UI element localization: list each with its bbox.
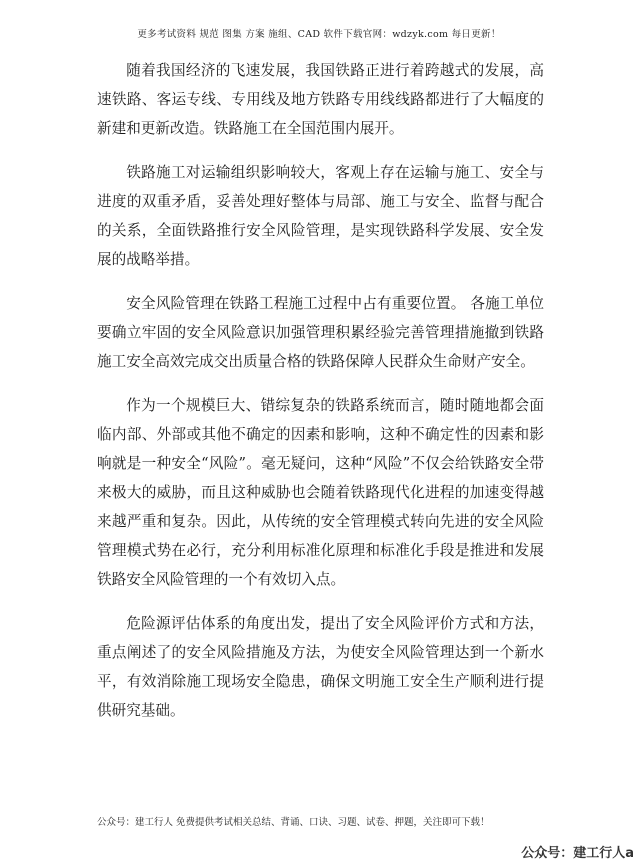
paragraph-5: 危险源评估体系的角度出发，提出了安全风险评价方式和方法，重点阐述了的安全风险措施及方法，为使安全风险管理达到一个新水平，有效消除施工现场安全隐患，确保文明施工安全生产顺利进行提供研究基础。 — [97, 615, 544, 719]
document-body — [97, 56, 544, 740]
page-footer: 公众号：建工行人 免费提供考试相关总结、背诵、口诀、习题、试卷、押题，关注即可下载！ — [97, 817, 490, 828]
paragraph-1: 随着我国经济的飞速发展，我国铁路正进行着跨越式的发展，高速铁路、客运专线、专用线及地方铁路专用线线路都进行了大幅度的新建和更新改造。铁路施工在全国范围内展开。 — [97, 62, 544, 137]
watermark-label: 公众号：建工行人a — [521, 846, 634, 861]
paragraph-2: 铁路施工对运输组织影响较大，客观上存在运输与施工、安全与进度的双重矛盾，妥善处理好整体与局部、施工与安全、监督与配合的关系，全面铁路推行安全风险管理，是实现铁路科学发展、安全发展的战略举措。 — [97, 164, 544, 268]
page-header: 更多考试资料 规范 图集 方案 施组、CAD 软件下载官网：wdzyk.com 每日更新！ — [137, 29, 501, 40]
paragraph-3: 安全风险管理在铁路工程施工过程中占有重要位置。 各施工单位要确立牢固的安全风险意识加强管理积累经验完善管理措施撤到铁路施工安全高效完成交出质量合格的铁路保障人民群众生命财产安全。 — [97, 295, 544, 370]
paragraph-4: 作为一个规模巨大、错综复杂的铁路系统而言，随时随地都会面临内部、外部或其他不确定的因素和影响，这种不确定性的因素和影响就是一种安全“风险”。毫无疑问，这种“风险”不仅会给铁路安全带来极大的威胁，而且这种威胁也会随着铁路现代化进程的加速变得越来越严重和复杂。因此，从传统的安全管理模式转向先进的安全风险管理模式势在必行，充分利用标准化原理和标准化手段是推进和发展铁路安全风险管理的一个有效切入点。 — [97, 397, 544, 588]
